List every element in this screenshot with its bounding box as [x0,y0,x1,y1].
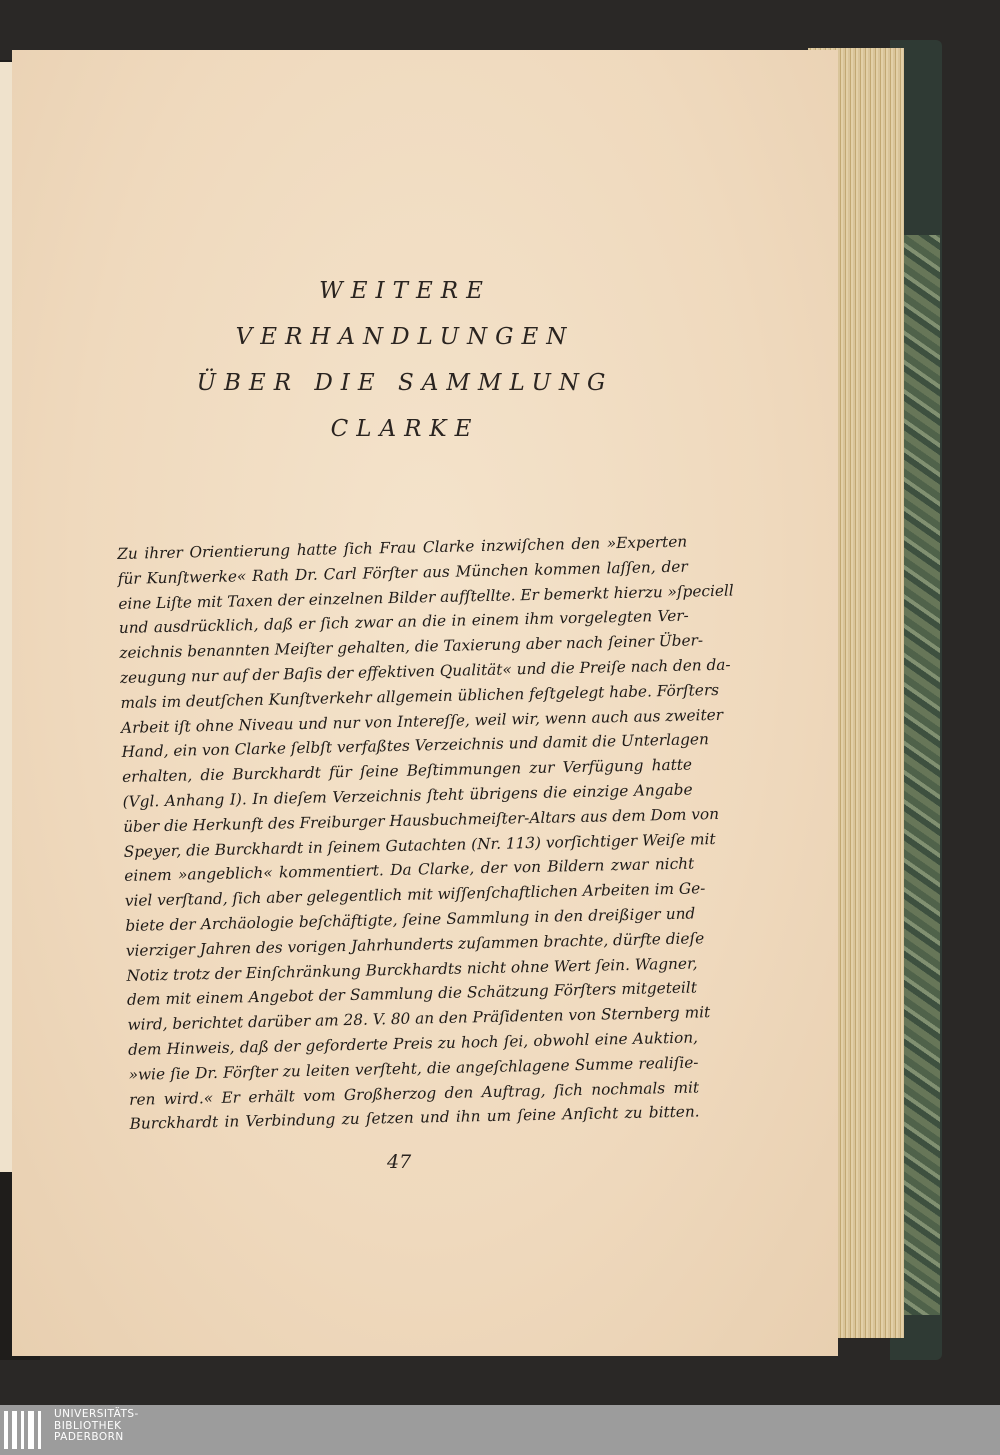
body-line: Hand, ein von Clarke ſelbſt verfaßtes Verzeichnis und damit die Unterlagen [121,730,710,762]
body-line: dem mit einem Angebot der Sammlung die Schätzung Förſters mitgeteilt [126,978,698,1010]
body-line: Arbeit iſt ohne Niveau und nur von Intereſſe, weil wir, wenn auch aus zweiter [120,705,724,737]
body-line: Burckhardt in Verbindung zu ſetzen und ihn um ſeine Anſicht zu bitten. [129,1102,700,1134]
body-line: ren wird.« Er erhält vom Großherzog den Auftrag, ſich nochmals mit [128,1077,700,1109]
body-line: wird, berichtet darüber am 28. V. 80 an den Präſidenten von Sternberg mit [127,1003,711,1035]
body-line: und ausdrücklich, daß er ſich zwar an die in einem ihm vorgelegten Ver- [118,606,689,638]
body-line: erhalten, die Burckhardt für ſeine Beſtimmungen zur Verfügung hatte [121,755,693,787]
body-line: mals im deutſchen Kunſtverkehr allgemein üblichen feſtgelegt habe. Förſters [120,680,720,712]
body-line: Speyer, die Burckhardt in ſeinem Gutachten (Nr. 113) vorſichtiger Weiſe mit [123,829,716,861]
heading-line-3: ÜBER DIE SAMMLUNG [196,370,614,396]
body-line: (Vgl. Anhang I). In dieſem Verzeichnis ſteht übrigens die einzige Angabe [122,780,693,811]
logo-line: UNIVERSITÄTS- [54,1408,139,1420]
book-page [12,50,838,1356]
footer-bar [0,1405,1000,1455]
body-line: Zu ihrer Orientierung hatte ſich Frau Clarke inzwiſchen den »Experten [117,532,688,563]
body-line: dem Hinweis, daß der geforderte Preis zu hoch ſei, obwohl eine Auktion, [127,1028,699,1059]
heading-line-4: CLARKE [330,416,480,442]
page-number: 47 [387,1151,412,1173]
library-logo-text [54,1409,139,1444]
body-line: über die Herkunft des Freiburger Hausbuchmeiſter-Altars aus dem Dom von [123,804,720,836]
logo-line: PADERBORN [54,1431,124,1443]
body-line: vierziger Jahren des vorigen Jahrhunderts zuſammen brachte, dürfte dieſe [125,929,705,960]
marbled-board [900,235,940,1315]
body-line: zeichnis benannten Meiſter gehalten, die Taxierung aber nach ſeiner Über- [119,631,704,663]
body-line: biete der Archäologie beſchäftigte, ſeine Sammlung in den dreißiger und [125,904,696,935]
library-logo-icon [4,1411,44,1449]
body-text [117,530,734,1137]
heading-line-1: WEITERE [319,278,491,304]
heading-line-2: VERHANDLUNGEN [235,324,575,350]
logo-line: BIBLIOTHEK [54,1419,122,1432]
body-line: »wie ſie Dr. Förſter zu leiten verſteht, die angeſchlagene Summe realiſie- [128,1053,699,1084]
body-line: eine Liſte mit Taxen der einzelnen Bilder aufſtellte. Er bemerkt hierzu »ſpeciell [118,581,734,613]
body-line: Notiz trotz der Einſchränkung Burckhardts nicht ohne Wert ſein. Wagner, [126,953,698,985]
body-line: zeugung nur auf der Baſis der effektiven Qualität« und die Preiſe nach den da- [119,655,731,687]
body-line: für Kunſtwerke« Rath Dr. Carl Förſter aus München kommen laſſen, der [117,557,688,588]
body-line: viel verſtand, ſich aber gelegentlich mit wiſſenſchaftlichen Arbeiten im Ge- [124,879,706,911]
body-line: einem »angeblich« kommentiert. Da Clarke, der von Bildern zwar nicht [124,854,695,886]
